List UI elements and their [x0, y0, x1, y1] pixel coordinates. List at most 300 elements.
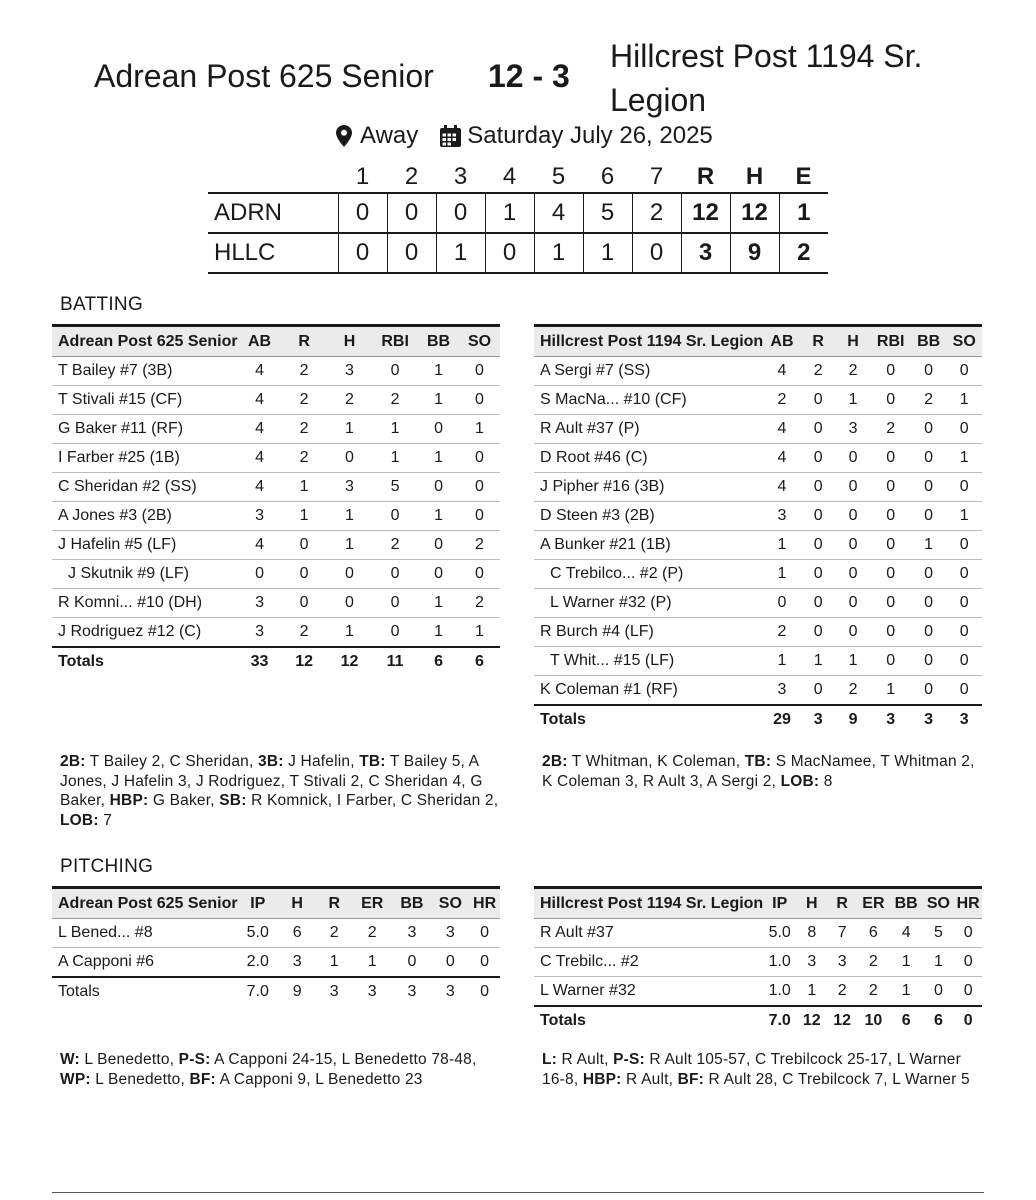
errors-header: E [795, 163, 812, 190]
stat-cell: 0 [469, 919, 500, 948]
stat-cell: 0 [836, 618, 871, 647]
note-text: T Bailey 5, A Jones, J Hafelin 3, J Rodriguez, T Stivali 2, C Sheridan 4, G Baker, [60, 753, 483, 809]
stat-cell: 3 [827, 948, 857, 977]
stat-cell: 0 [281, 560, 326, 589]
stat-cell: 0 [327, 560, 372, 589]
stat-cell: 0 [418, 473, 459, 502]
player-row [52, 589, 500, 618]
stat-cell: 0 [836, 531, 871, 560]
stat-cell: 3 [278, 948, 316, 978]
stat-cell: 0 [392, 948, 431, 978]
stat-cell: 0 [871, 589, 911, 618]
col-header: BB [890, 888, 923, 919]
stat-cell: 0 [372, 618, 418, 648]
totals-cell: 7.0 [763, 1006, 796, 1035]
stat-cell: 2 [327, 386, 372, 415]
player-row [534, 560, 982, 589]
stat-cell: 2 [281, 386, 326, 415]
away-team-name: Hillcrest Post 1194 Sr. Legion [610, 38, 923, 118]
note-label: P-S: [613, 1051, 645, 1068]
stat-cell: 1 [923, 948, 955, 977]
player-name: R Burch #4 (LF) [534, 618, 763, 647]
stat-cell: 0 [801, 502, 836, 531]
player-row [534, 948, 982, 977]
col-header: H [327, 326, 372, 357]
totals-cell: 0 [954, 1006, 982, 1035]
player-name: K Coleman #1 (RF) [534, 676, 763, 706]
player-row [534, 531, 982, 560]
stat-cell: 0 [911, 589, 947, 618]
player-name: R Ault #37 (P) [534, 415, 763, 444]
stat-cell: 0 [327, 444, 372, 473]
inning-score: 1 [485, 193, 534, 233]
stat-cell: 2 [857, 977, 890, 1007]
note-text: T Whitman, K Coleman, [567, 753, 745, 770]
inning-score: 0 [338, 233, 387, 273]
player-row [52, 560, 500, 589]
stat-cell: 1 [327, 531, 372, 560]
player-row [534, 386, 982, 415]
stat-cell: 0 [281, 589, 326, 618]
stat-cell: 7 [827, 919, 857, 948]
stat-cell: 5 [923, 919, 955, 948]
player-name: J Hafelin #5 (LF) [52, 531, 238, 560]
note-label: P-S: [178, 1051, 211, 1068]
inning-score: 5 [583, 193, 632, 233]
stat-cell: 2 [352, 919, 392, 948]
home-team-name: Adrean Post 625 Senior [94, 58, 434, 94]
stat-cell: 0 [946, 618, 982, 647]
note-text: 7 [98, 811, 113, 829]
note-text: L Benedetto, [90, 1070, 190, 1088]
stat-cell: 0 [946, 473, 982, 502]
player-name: J Rodriguez #12 (C) [52, 618, 238, 648]
location-text: Away [360, 122, 419, 149]
stat-cell: 3 [238, 589, 282, 618]
totals-cell: 6 [418, 647, 459, 676]
stat-cell: 0 [238, 560, 282, 589]
stat-cell: 1 [327, 502, 372, 531]
stat-cell: 1 [801, 647, 836, 676]
note-label: WP: [60, 1070, 91, 1088]
player-name: I Farber #25 (1B) [52, 444, 238, 473]
stat-cell: 0 [911, 502, 947, 531]
totals-cell: 12 [827, 1006, 857, 1035]
totals-cell: 3 [871, 705, 911, 734]
player-name: T Bailey #7 (3B) [52, 357, 238, 386]
player-name: G Baker #11 (RF) [52, 415, 238, 444]
date-text: Saturday July 26, 2025 [467, 122, 713, 149]
player-row [52, 618, 500, 648]
stat-cell: 3 [238, 502, 282, 531]
stat-cell: 0 [954, 977, 982, 1007]
linescore-table [208, 162, 828, 274]
note-label: TB: [359, 753, 386, 770]
linescore-row [208, 233, 828, 273]
team-header: Adrean Post 625 Senior [52, 888, 238, 919]
stat-cell: 2.0 [238, 948, 278, 978]
stat-cell: 0 [911, 560, 947, 589]
away-batting-notes [542, 752, 988, 791]
col-header: ER [857, 888, 890, 919]
team-header: Hillcrest Post 1194 Sr. Legion [534, 326, 763, 357]
player-name: D Steen #3 (2B) [534, 502, 763, 531]
game-meta [336, 122, 713, 150]
player-name: L Warner #32 (P) [534, 589, 763, 618]
home-pitching-notes [60, 1050, 506, 1089]
stat-cell: 1.0 [763, 977, 796, 1007]
col-header: R [316, 888, 352, 919]
note-label: HBP: [109, 792, 149, 809]
stat-cell: 3 [836, 415, 871, 444]
stat-cell: 4 [763, 473, 801, 502]
col-header: AB [238, 326, 282, 357]
totals-cell: 3 [431, 977, 469, 1006]
stat-cell: 0 [801, 589, 836, 618]
stat-cell: 0 [871, 473, 911, 502]
note-label: BF: [189, 1070, 216, 1088]
stat-cell: 0 [801, 473, 836, 502]
note-label: BF: [677, 1070, 705, 1088]
stat-cell: 3 [327, 357, 372, 386]
inning-header: 1 [355, 163, 370, 190]
stat-cell: 0 [871, 618, 911, 647]
col-header: IP [238, 888, 278, 919]
player-row [52, 531, 500, 560]
totals-cell: 9 [836, 705, 871, 734]
stat-cell: 0 [836, 444, 871, 473]
inning-score: 0 [485, 233, 534, 273]
stat-cell: 0 [911, 473, 947, 502]
stat-cell: 0 [469, 948, 500, 978]
stat-cell: 0 [459, 357, 500, 386]
batting-section-title: BATTING [60, 294, 144, 315]
stat-cell: 0 [911, 415, 947, 444]
totals-cell: 3 [352, 977, 392, 1006]
col-header: SO [946, 326, 982, 357]
note-text: R Ault 105-57, C Trebilcock 25-17, L Warner 16-8, [542, 1051, 961, 1088]
stat-cell: 4 [238, 357, 282, 386]
stat-cell: 1 [418, 589, 459, 618]
totals-cell: 6 [923, 1006, 955, 1035]
totals-row [52, 647, 500, 676]
stat-cell: 1 [459, 415, 500, 444]
player-row [534, 502, 982, 531]
player-row [534, 444, 982, 473]
runs-header: R [696, 163, 715, 190]
stat-cell: 0 [801, 676, 836, 706]
stat-cell: 0 [946, 676, 982, 706]
note-label: 2B: [60, 753, 86, 770]
player-name: T Stivali #15 (CF) [52, 386, 238, 415]
totals-cell: 3 [946, 705, 982, 734]
linescore-row [208, 193, 828, 233]
inning-header: 4 [502, 163, 517, 190]
totals-row [534, 1006, 982, 1035]
home-pitching-table [52, 886, 500, 1006]
totals-cell: 6 [459, 647, 500, 676]
stat-cell: 0 [871, 444, 911, 473]
stat-cell: 1 [946, 502, 982, 531]
stat-cell: 1 [418, 618, 459, 648]
stat-cell: 0 [871, 560, 911, 589]
note-label: TB: [744, 753, 772, 770]
col-header: H [796, 888, 827, 919]
stat-cell: 1.0 [763, 948, 796, 977]
stat-cell: 3 [392, 919, 431, 948]
player-row [534, 647, 982, 676]
stat-cell: 1 [418, 386, 459, 415]
stat-cell: 1 [316, 948, 352, 978]
stat-cell: 2 [459, 589, 500, 618]
totals-cell: 3 [801, 705, 836, 734]
player-row [52, 919, 500, 948]
col-header: HR [954, 888, 982, 919]
linescore-header [208, 162, 828, 193]
stat-cell: 0 [801, 531, 836, 560]
note-text: R Ault 28, C Trebilcock 7, L Warner 5 [704, 1070, 970, 1088]
stat-cell: 0 [372, 357, 418, 386]
inning-score: 0 [632, 233, 681, 273]
stat-cell: 1 [281, 502, 326, 531]
player-name: R Ault #37 [534, 919, 763, 948]
note-text: A Capponi 24-15, L Benedetto 78-48, [210, 1051, 477, 1068]
player-name: R Komni... #10 (DH) [52, 589, 238, 618]
stat-cell: 2 [316, 919, 352, 948]
stat-cell: 2 [459, 531, 500, 560]
stat-cell: 3 [763, 676, 801, 706]
stat-cell: 0 [459, 444, 500, 473]
player-name: D Root #46 (C) [534, 444, 763, 473]
stat-cell: 2 [281, 618, 326, 648]
player-row [52, 948, 500, 978]
totals-label: Totals [52, 977, 238, 1006]
stat-cell: 1 [372, 415, 418, 444]
game-header [0, 30, 1036, 120]
stat-cell: 0 [801, 560, 836, 589]
stat-cell: 2 [911, 386, 947, 415]
stat-cell: 1 [372, 444, 418, 473]
stat-cell: 0 [372, 589, 418, 618]
home-batting-table [52, 324, 500, 676]
stat-cell: 1 [281, 473, 326, 502]
stat-cell: 1 [352, 948, 392, 978]
stat-cell: 0 [801, 386, 836, 415]
map-pin-icon [336, 125, 352, 147]
stat-cell: 0 [801, 415, 836, 444]
note-label: 2B: [542, 753, 568, 770]
player-row [534, 415, 982, 444]
player-name: J Skutnik #9 (LF) [52, 560, 238, 589]
inning-score: 1 [534, 233, 583, 273]
stat-cell: 0 [911, 618, 947, 647]
inning-score: 1 [436, 233, 485, 273]
stat-cell: 0 [871, 502, 911, 531]
col-header: HR [469, 888, 500, 919]
col-header: BB [418, 326, 459, 357]
player-name: A Bunker #21 (1B) [534, 531, 763, 560]
col-header: H [836, 326, 871, 357]
stat-cell: 4 [238, 444, 282, 473]
stat-cell: 2 [763, 386, 801, 415]
stat-cell: 2 [281, 444, 326, 473]
calendar-icon [440, 125, 461, 147]
team-header: Adrean Post 625 Senior [52, 326, 238, 357]
team-abbr: ADRN [208, 193, 338, 233]
player-row [534, 589, 982, 618]
totals-row [534, 705, 982, 734]
note-label: L: [542, 1051, 558, 1068]
player-name: J Pipher #16 (3B) [534, 473, 763, 502]
player-name: L Warner #32 [534, 977, 763, 1007]
stat-cell: 1 [459, 618, 500, 648]
totals-cell: 6 [890, 1006, 923, 1035]
team-header: Hillcrest Post 1194 Sr. Legion [534, 888, 763, 919]
stat-cell: 1 [763, 560, 801, 589]
col-header: R [801, 326, 836, 357]
stat-cell: 1 [871, 676, 911, 706]
stat-cell: 2 [857, 948, 890, 977]
player-name: C Trebilc... #2 [534, 948, 763, 977]
stat-cell: 0 [459, 473, 500, 502]
stat-cell: 2 [372, 531, 418, 560]
stat-cell: 0 [954, 948, 982, 977]
stat-cell: 1 [836, 386, 871, 415]
stat-cell: 1 [946, 444, 982, 473]
stat-cell: 0 [418, 560, 459, 589]
totals-cell: 12 [327, 647, 372, 676]
stat-cell: 0 [911, 444, 947, 473]
totals-cell: 11 [372, 647, 418, 676]
stat-cell: 6 [857, 919, 890, 948]
note-text: G Baker, [148, 792, 220, 809]
stat-cell: 8 [796, 919, 827, 948]
away-batting-table [534, 324, 982, 734]
col-header: AB [763, 326, 801, 357]
stat-cell: 1 [418, 444, 459, 473]
col-header: R [281, 326, 326, 357]
stat-cell: 1 [763, 531, 801, 560]
stat-cell: 4 [238, 531, 282, 560]
player-row [534, 618, 982, 647]
stat-cell: 0 [946, 357, 982, 386]
stat-cell: 0 [836, 502, 871, 531]
inning-score: 0 [338, 193, 387, 233]
hits-total: 12 [730, 193, 779, 233]
stat-cell: 2 [801, 357, 836, 386]
note-label: SB: [219, 792, 247, 809]
stat-cell: 0 [418, 531, 459, 560]
totals-cell: 29 [763, 705, 801, 734]
stat-cell: 4 [763, 444, 801, 473]
stat-cell: 2 [281, 357, 326, 386]
player-row [52, 386, 500, 415]
note-text: J Hafelin, [283, 753, 360, 770]
player-row [52, 502, 500, 531]
home-batting-notes [60, 752, 506, 830]
totals-label: Totals [534, 705, 763, 734]
col-header: IP [763, 888, 796, 919]
stat-cell: 0 [871, 357, 911, 386]
note-label: LOB: [60, 811, 99, 829]
stat-cell: 1 [418, 502, 459, 531]
stat-cell: 0 [327, 589, 372, 618]
stat-cell: 0 [911, 357, 947, 386]
totals-cell: 3 [316, 977, 352, 1006]
stat-cell: 0 [459, 386, 500, 415]
stat-cell: 3 [796, 948, 827, 977]
stat-cell: 0 [946, 560, 982, 589]
hits-total: 9 [730, 233, 779, 273]
note-text: L Benedetto, [79, 1051, 179, 1068]
stat-cell: 3 [431, 919, 469, 948]
stat-cell: 0 [911, 676, 947, 706]
stat-cell: 2 [827, 977, 857, 1007]
stat-cell: 6 [278, 919, 316, 948]
runs-total: 3 [681, 233, 730, 273]
totals-cell: 0 [469, 977, 500, 1006]
inning-score: 0 [387, 193, 436, 233]
stat-cell: 4 [890, 919, 923, 948]
stat-cell: 4 [763, 357, 801, 386]
inning-score: 1 [583, 233, 632, 273]
totals-cell: 12 [281, 647, 326, 676]
stat-cell: 0 [871, 647, 911, 676]
player-row [534, 919, 982, 948]
stat-cell: 0 [954, 919, 982, 948]
totals-label: Totals [52, 647, 238, 676]
runs-total: 12 [681, 193, 730, 233]
totals-row [52, 977, 500, 1006]
stat-cell: 1 [836, 647, 871, 676]
player-row [534, 357, 982, 386]
totals-cell: 3 [911, 705, 947, 734]
stat-cell: 2 [763, 618, 801, 647]
inning-score: 0 [436, 193, 485, 233]
stat-cell: 0 [946, 531, 982, 560]
note-text: T Bailey 2, C Sheridan, [85, 753, 259, 770]
stat-cell: 0 [801, 444, 836, 473]
totals-cell: 9 [278, 977, 316, 1006]
inning-header: 2 [404, 163, 419, 190]
player-row [52, 357, 500, 386]
totals-label: Totals [534, 1006, 763, 1035]
stat-cell: 5.0 [763, 919, 796, 948]
stat-cell: 2 [281, 415, 326, 444]
col-header: RBI [871, 326, 911, 357]
player-name: L Bened... #8 [52, 919, 238, 948]
stat-cell: 1 [890, 948, 923, 977]
inning-header: 5 [551, 163, 566, 190]
errors-total: 2 [779, 233, 828, 273]
stat-cell: 1 [796, 977, 827, 1007]
away-pitching-table [534, 886, 982, 1035]
stat-cell: 0 [372, 560, 418, 589]
note-text: A Capponi 9, L Benedetto 23 [215, 1070, 423, 1088]
col-header: BB [392, 888, 431, 919]
stat-cell: 0 [763, 589, 801, 618]
note-label: LOB: [780, 772, 820, 790]
inning-score: 0 [387, 233, 436, 273]
stat-cell: 0 [946, 415, 982, 444]
stat-cell: 1 [763, 647, 801, 676]
player-name: C Trebilco... #2 (P) [534, 560, 763, 589]
stat-cell: 0 [946, 589, 982, 618]
stat-cell: 5.0 [238, 919, 278, 948]
stat-cell: 1 [418, 357, 459, 386]
totals-cell: 33 [238, 647, 282, 676]
inning-score: 4 [534, 193, 583, 233]
